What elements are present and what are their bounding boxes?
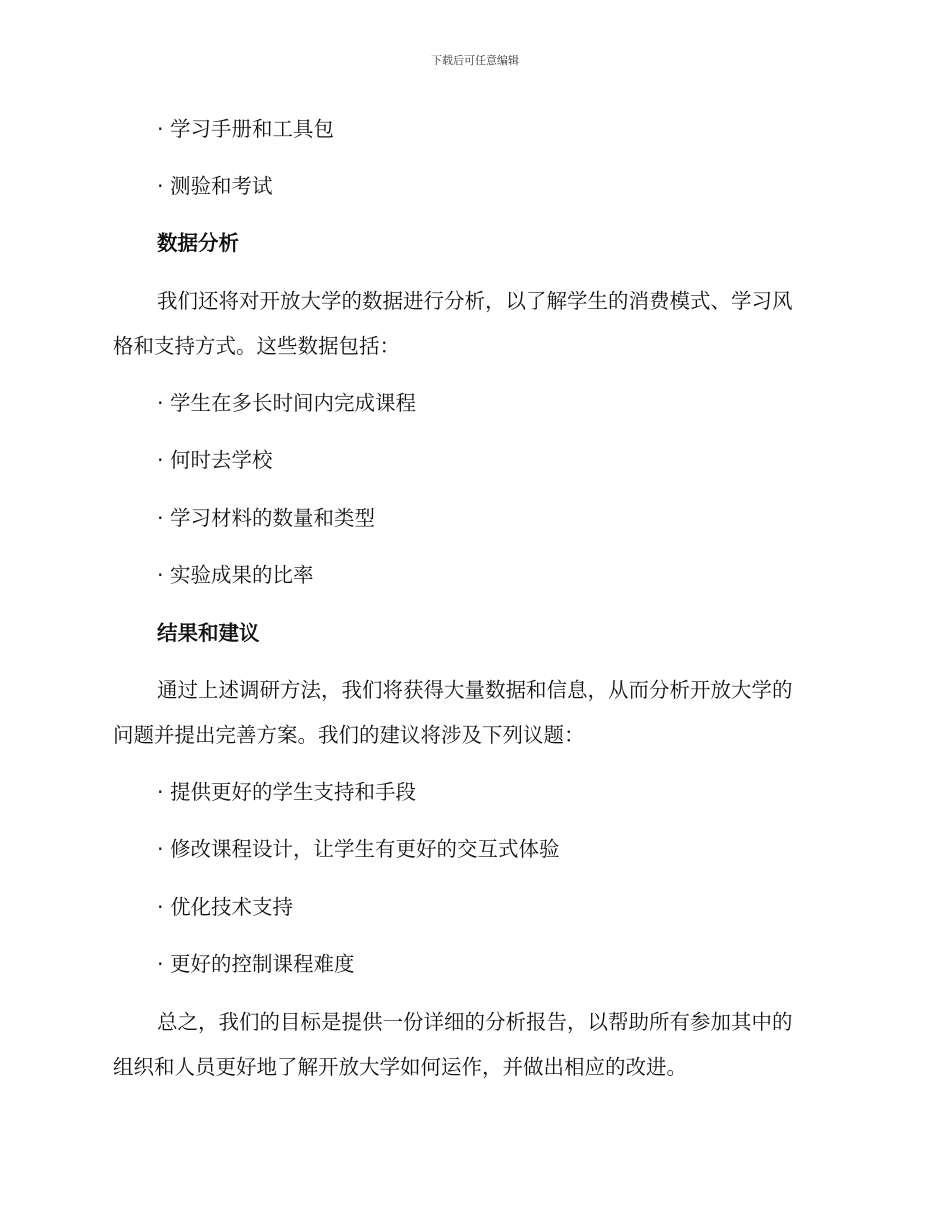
list-item: · 实验成果的比率 <box>157 563 314 587</box>
list-item: · 修改课程设计，让学生有更好的交互式体验 <box>157 837 560 861</box>
paragraph-line: 问题并提出完善方案。我们的建议将涉及下列议题： <box>113 723 585 747</box>
section-heading: 结果和建议 <box>157 621 260 645</box>
list-item: · 学习手册和工具包 <box>157 117 335 141</box>
list-item: · 学生在多长时间内完成课程 <box>157 391 417 415</box>
list-item: · 测验和考试 <box>157 174 273 198</box>
paragraph-line: 组织和人员更好地了解开放大学如何运作，并做出相应的改进。 <box>113 1055 687 1079</box>
list-item: · 更好的控制课程难度 <box>157 952 355 976</box>
paragraph-line: 总之，我们的目标是提供一份详细的分析报告，以帮助所有参加其中的 <box>157 1010 793 1034</box>
list-item: · 学习材料的数量和类型 <box>157 506 376 530</box>
page-header: 下载后可任意编辑 <box>431 54 519 67</box>
section-heading: 数据分析 <box>157 231 239 255</box>
list-item: · 提供更好的学生支持和手段 <box>157 780 417 804</box>
paragraph-line: 格和支持方式。这些数据包括： <box>113 334 400 358</box>
paragraph-line: 我们还将对开放大学的数据进行分析，以了解学生的消费模式、学习风 <box>157 289 793 313</box>
list-item: · 优化技术支持 <box>157 895 294 919</box>
paragraph-line: 通过上述调研方法，我们将获得大量数据和信息，从而分析开放大学的 <box>157 678 793 702</box>
list-item: · 何时去学校 <box>157 448 273 472</box>
